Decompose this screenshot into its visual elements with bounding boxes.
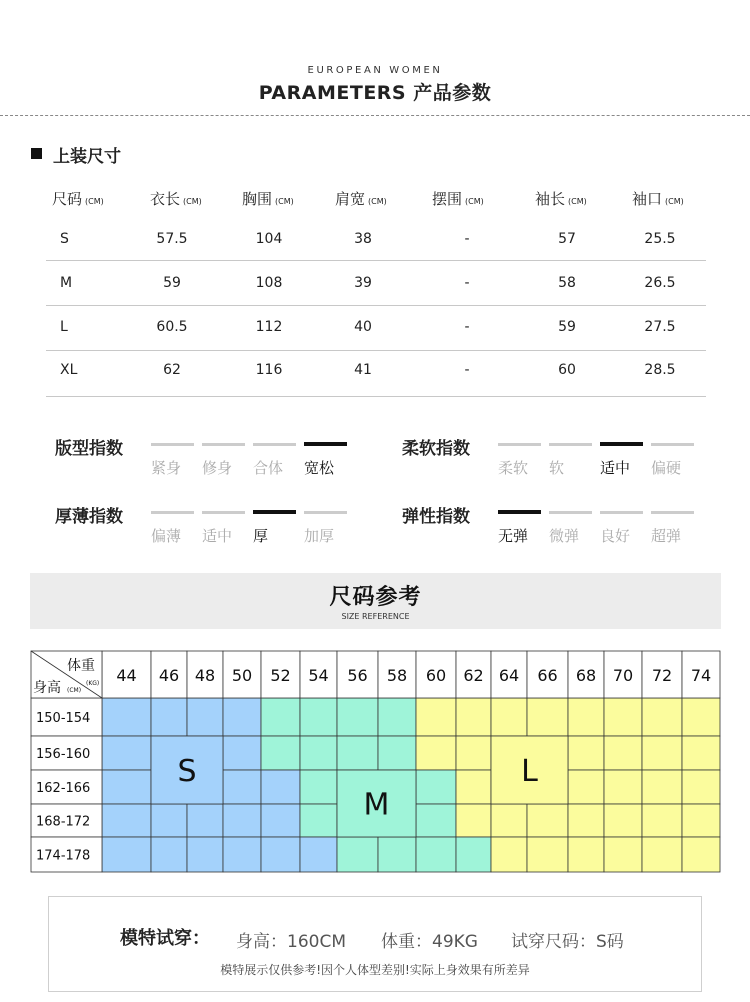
grid-cell (568, 770, 604, 804)
table-cell: 116 (255, 362, 283, 378)
weight-label: 70 (612, 666, 634, 685)
grid-cell (604, 837, 642, 872)
grid-cell (642, 698, 682, 736)
grid-cell (682, 736, 720, 770)
index-option: 适中 (202, 527, 233, 545)
height-label: 174-178 (36, 848, 91, 864)
grid-cell (682, 770, 720, 804)
grid-cell (682, 837, 720, 872)
weight-label: 52 (270, 666, 291, 685)
grid-cell (151, 698, 187, 736)
index-option: 合体 (253, 459, 284, 477)
grid-cell (456, 837, 491, 872)
grid-cell (102, 804, 151, 837)
table-cell: M (60, 275, 73, 291)
col-header-sleeve-length: 袖长 (CM) (535, 190, 587, 208)
grid-cell (456, 804, 491, 837)
grid-cell (416, 837, 456, 872)
corner-weight-unit: (KG) (86, 680, 100, 687)
index-label: 柔软指数 (402, 439, 470, 459)
index-label: 版型指数 (55, 439, 123, 459)
grid-cell (491, 698, 527, 736)
grid-cell (416, 698, 456, 736)
table-cell: 40 (354, 319, 372, 335)
grid-cell (151, 837, 187, 872)
grid-cell (568, 736, 604, 770)
size-reference-title: 尺码参考 (329, 585, 422, 610)
index-option: 宽松 (304, 459, 335, 477)
index-option: 适中 (600, 459, 631, 477)
weight-label: 66 (537, 666, 558, 685)
table-cell: - (464, 319, 470, 335)
grid-cell (187, 837, 223, 872)
grid-cell (300, 804, 337, 837)
weight-label: 74 (690, 666, 712, 685)
table-cell: - (464, 231, 470, 247)
table-cell: 108 (255, 275, 283, 291)
weight-label: 46 (158, 666, 180, 685)
col-header-shoulder: 肩宽 (CM) (335, 190, 387, 208)
index-option: 无弹 (498, 527, 529, 545)
grid-cell (416, 770, 456, 804)
table-cell: - (464, 275, 470, 291)
grid-cell (682, 698, 720, 736)
weight-label: 56 (347, 666, 368, 685)
index-option: 超弹 (651, 527, 682, 545)
grid-cell (223, 837, 261, 872)
index-option: 厚 (253, 527, 269, 545)
table-cell: 60.5 (156, 319, 188, 335)
size-reference-subtitle: SIZE REFERENCE (341, 612, 410, 621)
grid-cell (568, 804, 604, 837)
height-label: 168-172 (36, 814, 91, 830)
grid-cell (223, 698, 261, 736)
grid-cell (416, 736, 456, 770)
grid-cell (568, 837, 604, 872)
table-cell: 58 (558, 275, 576, 291)
weight-label: 60 (425, 666, 447, 685)
grid-cell (491, 804, 527, 837)
grid-cell (604, 804, 642, 837)
grid-cell (261, 770, 300, 804)
grid-cell (102, 770, 151, 804)
model-label: 模特试穿： (120, 928, 210, 949)
grid-cell (604, 736, 642, 770)
grid-cell (604, 698, 642, 736)
grid-cell (378, 698, 416, 736)
index-option: 良好 (600, 527, 631, 545)
weight-label: 58 (386, 666, 408, 685)
grid-cell (337, 837, 378, 872)
grid-cell (223, 770, 261, 804)
index-option: 微弹 (549, 527, 580, 545)
col-header-cuff: 袖口 (CM) (632, 190, 684, 208)
grid-cell (456, 770, 491, 804)
header-title: PARAMETERS 产品参数 (258, 82, 492, 104)
table-cell: 57 (558, 231, 576, 247)
section-title: 上装尺寸 (53, 147, 121, 167)
size-label-m: M (363, 787, 390, 823)
table-cell: 28.5 (644, 362, 676, 378)
grid-cell (102, 837, 151, 872)
grid-cell (300, 770, 337, 804)
size-label-l: L (521, 754, 538, 789)
header-subtitle: EUROPEAN WOMEN (307, 65, 443, 76)
col-header-hem: 摆围 (CM) (432, 190, 484, 208)
col-header-length: 衣长 (CM) (150, 190, 202, 208)
weight-label: 48 (194, 666, 216, 685)
grid-cell (151, 804, 187, 837)
grid-cell (187, 698, 223, 736)
model-note: 模特展示仅供参考!因个人体型差别!实际上身效果有所差异 (220, 963, 530, 977)
table-cell: S (60, 231, 69, 247)
grid-cell (604, 770, 642, 804)
model-size: 试穿尺码：S码 (511, 932, 624, 952)
height-label: 150-154 (36, 711, 91, 726)
height-label: 162-166 (36, 781, 91, 796)
corner-weight-label: 体重 (67, 658, 95, 674)
grid-cell (378, 736, 416, 770)
table-cell: 59 (163, 275, 181, 291)
weight-label: 64 (498, 666, 520, 685)
table-cell: 25.5 (644, 231, 676, 247)
table-cell: 39 (354, 275, 372, 291)
grid-cell (102, 698, 151, 736)
weight-label: 54 (308, 666, 329, 685)
corner-height-unit: (CM) (67, 687, 82, 694)
grid-cell (102, 736, 151, 770)
grid-cell (223, 804, 261, 837)
index-option: 修身 (202, 459, 233, 477)
grid-cell (261, 736, 300, 770)
size-label-s: S (177, 754, 197, 789)
grid-cell (337, 698, 378, 736)
grid-cell (568, 698, 604, 736)
weight-label: 44 (116, 666, 137, 685)
grid-cell (187, 804, 223, 837)
grid-cell (527, 698, 568, 736)
table-cell: 112 (255, 319, 283, 335)
grid-cell (642, 736, 682, 770)
col-header-size: 尺码 (CM) (52, 190, 104, 208)
grid-cell (300, 837, 337, 872)
index-option: 偏薄 (151, 527, 182, 545)
index-label: 弹性指数 (402, 507, 470, 527)
table-cell: - (464, 362, 470, 378)
table-cell: 62 (163, 362, 181, 378)
table-cell: 27.5 (644, 319, 676, 335)
grid-cell (642, 837, 682, 872)
index-option: 软 (549, 459, 565, 477)
grid-cell (491, 837, 527, 872)
index-option: 偏硬 (651, 459, 682, 477)
index-option: 柔软 (498, 459, 529, 477)
table-cell: 26.5 (644, 275, 676, 291)
grid-cell (642, 804, 682, 837)
corner-height-label: 身高 (33, 680, 61, 696)
grid-cell (300, 698, 337, 736)
grid-cell (682, 804, 720, 837)
grid-cell (642, 770, 682, 804)
grid-cell (456, 736, 491, 770)
weight-label: 62 (463, 666, 484, 685)
weight-label: 68 (575, 666, 597, 685)
grid-cell (416, 804, 456, 837)
table-cell: 104 (255, 231, 283, 247)
grid-cell (261, 698, 300, 736)
index-option: 紧身 (151, 459, 182, 477)
height-label: 156-160 (36, 747, 91, 762)
table-cell: 38 (354, 231, 372, 247)
weight-label: 50 (231, 666, 253, 685)
table-cell: 60 (558, 362, 576, 378)
weight-label: 72 (651, 666, 673, 685)
grid-cell (527, 804, 568, 837)
grid-cell (337, 736, 378, 770)
model-weight: 体重：49KG (381, 932, 478, 952)
grid-cell (261, 837, 300, 872)
grid-cell (261, 804, 300, 837)
table-cell: XL (60, 362, 78, 378)
grid-cell (378, 837, 416, 872)
table-cell: 41 (354, 362, 372, 378)
table-cell: 57.5 (156, 231, 188, 247)
grid-cell (300, 736, 337, 770)
grid-cell (527, 837, 568, 872)
model-height: 身高：160CM (236, 932, 346, 952)
table-cell: L (60, 319, 68, 335)
index-option: 加厚 (304, 527, 335, 545)
grid-cell (456, 698, 491, 736)
grid-cell (223, 736, 261, 770)
col-header-bust: 胸围 (CM) (242, 190, 294, 208)
index-label: 厚薄指数 (55, 507, 123, 527)
table-cell: 59 (558, 319, 576, 335)
